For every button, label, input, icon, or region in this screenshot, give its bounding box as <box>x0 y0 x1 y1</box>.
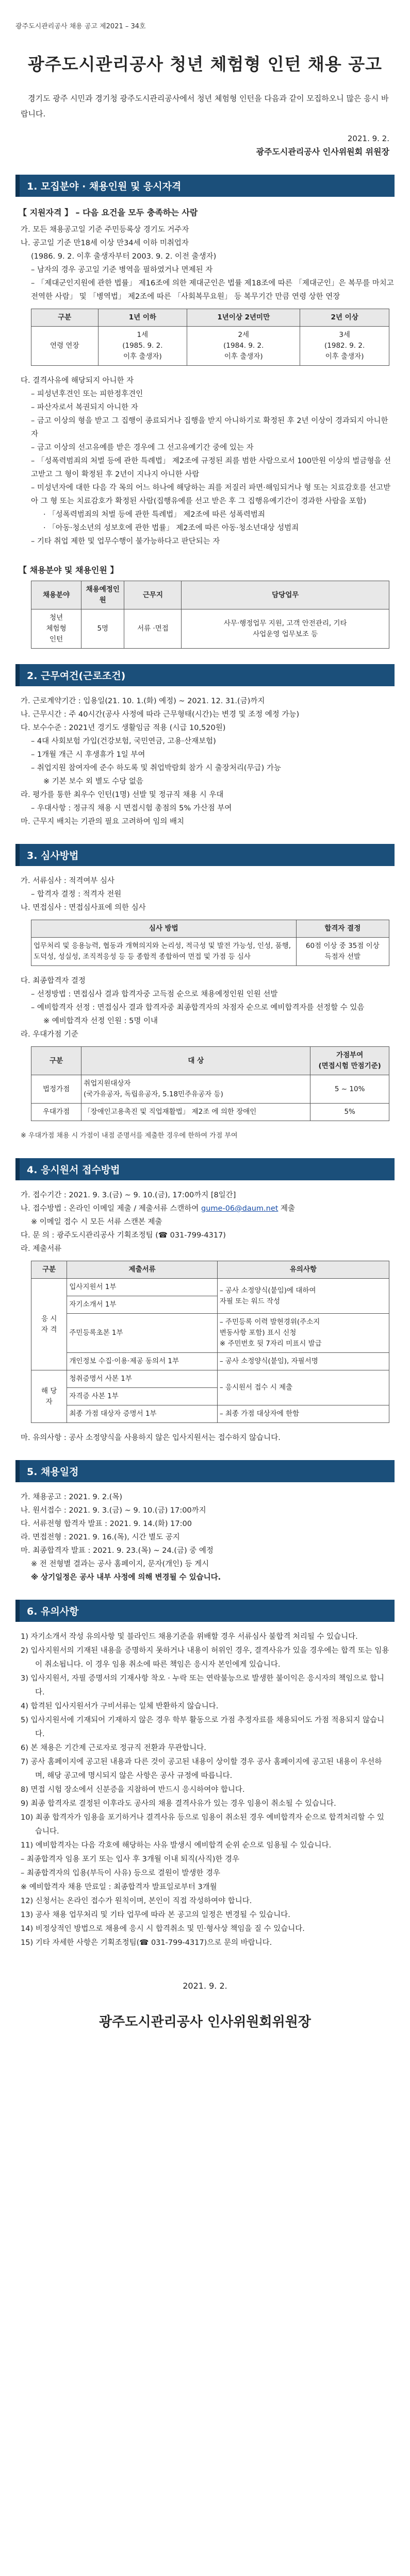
docs-cell: – 공사 소정양식(붙임), 자필서명 <box>217 1353 389 1370</box>
recruit-header: 채용분야 <box>31 581 81 609</box>
disqualify-subitem: · 「아동·청소년의 성보호에 관한 법률」 제2조에 따른 아동·청소년대상 성범죄 <box>43 524 299 532</box>
apply-line: 라. 제출서류 <box>21 1245 62 1253</box>
docs-cell: – 공사 소정양식(붙임)에 대하여 자필 또는 워드 작성 <box>217 1279 389 1314</box>
section-6-heading: 6. 유의사항 <box>15 1600 395 1622</box>
review-line: ※ 예비합격자 선정 인원 : 5명 이내 <box>43 1017 158 1025</box>
recruit-table-wrap <box>31 581 389 649</box>
age-cell: 3세 (1982. 9. 2. 이후 출생자) <box>300 327 389 366</box>
work-condition-line: 라. 평가를 통한 최우수 인턴(1명) 선발 및 정규직 채용 시 우대 <box>21 791 224 799</box>
recruit-cell: 청년 체험형 인턴 <box>31 609 81 649</box>
bonus-cell: 5 ~ 10% <box>310 1075 389 1104</box>
schedule-line: ※ 상기일정은 공사 내부 사정에 의해 변경될 수 있습니다. <box>31 1573 221 1582</box>
interview-cell: 60점 이상 중 35점 이상 득점자 선발 <box>296 938 389 966</box>
work-condition-line: – 우대사항 : 정규직 채용 시 면접시험 총점의 5% 가산점 부여 <box>31 804 232 812</box>
docs-cell: 입사지원서 1부 <box>67 1279 217 1296</box>
caution-item: 4) 합격된 입사지원서가 구비서류는 일체 반환하지 않습니다. <box>21 1702 219 1710</box>
section-5-heading: 5. 채용일정 <box>15 1460 395 1482</box>
work-condition-line: 나. 근무시간 : 주 40시간(공사 사정에 따라 근무형태(시간)는 변경 및 조정 예정 가능) <box>21 710 300 719</box>
schedule-line: ※ 전 전형별 결과는 공사 홈페이지, 문자(개인) 등 게시 <box>31 1560 209 1568</box>
age-extension-table <box>31 309 389 366</box>
caution-item: 3) 입사지원서, 자필 증명서의 기재사항 착오 · 누락 또는 연락불능으로 발생한 불이익은 응시자의 책임으로 합니다. <box>21 1674 384 1697</box>
recruit-cell: 사무·행정업무 지원, 고객 안전관리, 기타 사업운영 업무보조 등 <box>182 609 389 649</box>
docs-cell: – 최종 가점 대상자에 한함 <box>217 1405 389 1423</box>
notice-page <box>15 0 395 2030</box>
section-2-heading: 2. 근무여건(근로조건) <box>15 664 395 686</box>
interview-cell: 업무처리 및 응용능력, 협동과 개혁의지와 논리성, 적극성 및 발전 가능성, 인성, 품행, 도덕성, 성실성, 조직적응성 등 등 종합적 종합하여 면접 및 가점 등 심사 <box>31 938 297 966</box>
review-line: – 선정방법 : 면접심사 결과 합격자중 고득점 순으로 채용예정인원 인원 선발 <box>31 990 278 998</box>
review-line: 라. 우대가점 기준 <box>21 1030 78 1039</box>
disqualify-subitem: · 「성폭력범죄의 처벌 등에 관한 특례법」 제2조에 따른 성폭력범죄 <box>43 511 265 519</box>
docs-header: 유의사항 <box>217 1261 389 1279</box>
recruit-cell: 5명 <box>81 609 124 649</box>
schedule-line: 라. 면접전형 : 2021. 9. 16.(목), 시간 별도 공지 <box>21 1533 180 1541</box>
work-condition-line: 다. 보수수준 : 2021년 경기도 생활임금 적용 (시급 10,520원) <box>21 724 226 732</box>
disqualify-item: – 금고 이상의 선고유예를 받은 경우에 그 선고유예기간 중에 있는 자 <box>31 444 254 452</box>
age-header: 구분 <box>31 309 99 327</box>
recruit-header: 채용예정인원 <box>81 581 124 609</box>
recruit-cell: 서류 ·면접 <box>124 609 182 649</box>
age-extension-table-wrap <box>31 309 389 366</box>
apply-email-suffix: 제출 <box>278 1205 296 1213</box>
disqualify-item: – 기타 취업 제한 및 업무수행이 불가능하다고 판단되는 자 <box>31 537 220 546</box>
eligibility-na-3: – 「제대군인지원에 관한 법률」 제16조에 의한 제대군인은 법률 제18조에 따른 「제대군인」은 복무를 마치고 전역한 사람」 및 「병역법」 제2조에 따른 「사회복무요원」 등 복무기간 만큼 연령 상한 연장 <box>31 279 394 301</box>
caution-item: 6) 본 채용은 기간제 근로자로 정규직 전환과 무관합니다. <box>21 1744 206 1752</box>
interview-header: 심사 방법 <box>31 920 297 938</box>
caution-subitem: ※ 예비합격자 채용 만료일 : 최종합격자 발표일로부터 3개월 <box>21 1883 217 1891</box>
caution-item: 14) 비정상적인 방법으로 채용에 응시 시 합격취소 및 민·형사상 책임을 질 수 있습니다. <box>21 1925 305 1933</box>
caution-item: 2) 입사지원서의 기재된 내용을 증명하지 못하거나 내용이 허위인 경우, 결격사유가 있을 경우에는 합격 또는 임용이 취소됩니다. 이 경우 임용 취소에 따른 책임은 응시자 본인에게 있습니다. <box>21 1647 389 1669</box>
eligibility-na: 나. 공고일 기준 만18세 이상 만34세 이하 미취업자 <box>21 239 189 247</box>
bonus-header: 대 상 <box>81 1047 310 1075</box>
schedule-line: 가. 채용공고 : 2021. 9. 2.(목) <box>21 1493 123 1501</box>
caution-subitem: – 최종합격자의 입용(부득이 사유) 등으로 결원이 발생한 경우 <box>21 1869 220 1877</box>
apply-line: 다. 문 의 : 광주도시관리공사 기획조정팀 (☎ 031-799-4317) <box>21 1231 226 1240</box>
review-line: – 합격자 결정 : 적격자 전원 <box>31 890 122 899</box>
age-header: 2년 이상 <box>300 309 389 327</box>
footer-date: 2021. 9. 2. <box>183 1981 227 1991</box>
apply-note: 마. 유의사항 : 공사 소정양식을 사용하지 않은 입사지원서는 접수하지 않습니다. <box>21 1434 281 1442</box>
eligibility-na-1: (1986. 9. 2. 이후 출생자부터 2003. 9. 2. 이전 출생자) <box>31 252 217 261</box>
docs-cell: 주민등록초본 1부 <box>67 1314 217 1353</box>
age-row-label: 연령 연장 <box>31 327 99 366</box>
apply-line: ※ 이메일 접수 시 모든 서류 스캔본 제출 <box>31 1218 162 1226</box>
bonus-note: ※ 우대가점 채용 시 가점이 내점 준명서를 제출한 경우에 한하여 가점 부여 <box>21 1132 238 1140</box>
review-line: – 예비합격자 선정 : 면접심사 결과 합격자중 최종합격자의 차점자 순으로 예비합격자를 선정할 수 있음 <box>31 1004 365 1012</box>
docs-group: 응 시 자 격 <box>31 1279 67 1370</box>
bonus-header: 구분 <box>31 1047 81 1075</box>
caution-item: 7) 공사 홈페이지에 공고된 내용과 다른 것이 공고된 내용이 상이할 경우 공사 홈페이지에 공고된 내용이 우선하며, 해당 공고에 명시되지 않은 사항은 공사 규정에 따릅니다. <box>21 1758 382 1780</box>
caution-item: 13) 공사 채용 업무처리 및 기타 업무에 따라 본 공고의 일정은 변경될 수 있습니다. <box>21 1911 290 1919</box>
bonus-table-wrap <box>31 1046 389 1121</box>
docs-cell: 청취증명서 사본 1부 <box>67 1370 217 1388</box>
eligibility-da: 다. 결격사유에 해당되지 아니한 자 <box>21 377 134 385</box>
docs-cell: 개인정보 수집·이용·제공 동의서 1부 <box>67 1353 217 1370</box>
caution-item: 1) 자기소개서 작성 유의사항 및 블라인드 채용기준을 위배할 경우 서류심사 불합격 처리될 수 있습니다. <box>21 1633 358 1641</box>
apply-email-link[interactable]: gume-06@daum.net <box>201 1205 278 1213</box>
schedule-line: 다. 서류전형 합격자 발표 : 2021. 9. 14.(화) 17:00 <box>21 1520 192 1528</box>
work-condition-line: – 4대 사회보험 가입(건강보험, 국민연금, 고용·산재보험) <box>31 737 216 745</box>
caution-item: 5) 입사지원서에 기재되어 기재하지 않은 경우 학부 활동으로 가점 추정자료를 채용되어도 가점 적용되지 않습니다. <box>21 1716 385 1738</box>
review-line: 가. 서류심사 : 적격여부 심사 <box>21 877 115 885</box>
bonus-cell: 5% <box>310 1104 389 1121</box>
work-condition-line: ※ 기본 보수 외 별도 수당 없음 <box>43 777 143 786</box>
review-line: 나. 면접심사 : 면접심사표에 의한 심사 <box>21 904 146 912</box>
apply-line: 가. 접수기간 : 2021. 9. 3.(금) ~ 9. 10.(금), 17:00까지 [8일간] <box>21 1191 236 1199</box>
caution-item: 12) 신청서는 온라인 접수가 원칙이며, 본인이 직접 작성하여야 합니다. <box>21 1897 252 1905</box>
caution-subitem: – 최종합격자 임용 포기 또는 입사 후 3개월 이내 퇴직(사직)한 경우 <box>21 1855 240 1863</box>
apply-method-line <box>21 1202 395 1215</box>
docs-header: 구분 <box>31 1261 67 1279</box>
schedule-line: 나. 원서접수 : 2021. 9. 3.(금) ~ 9. 10.(금) 17:00까지 <box>21 1506 206 1515</box>
intro-text: 경기도 광주 시민과 경기청 광주도시관리공사에서 청년 체험형 인턴을 다음과 같이 모집하오니 많은 응시 바랍니다. <box>21 94 389 118</box>
disqualify-item: – 파산자로서 복권되지 아니한 자 <box>31 403 138 412</box>
docs-table-wrap <box>31 1261 389 1423</box>
bonus-cell: 취업지원대상자 (국가유공자, 독립유공자, 5.18민주유공자 등) <box>81 1075 310 1104</box>
apply-method-text: 나. 접수방법 : 온라인 이메일 제출 / 제출서류 스캔하여 <box>21 1205 202 1213</box>
bonus-cell: 법정가점 <box>31 1075 81 1104</box>
age-header: 1년이상 2년미만 <box>187 309 300 327</box>
footer-signature: 광주도시관리공사 인사위원회위원장 <box>99 2014 311 2030</box>
disqualify-item: – 「성폭력범죄의 처벌 등에 관한 특례법」 제2조에 규정된 죄를 범한 사람으로서 100만원 이상의 벌금형을 선고받고 그 형이 확정된 후 2년이 지나지 아니한 사람 <box>31 457 391 479</box>
page-title: 광주도시관리공사 청년 체험형 인턴 채용 공고 <box>27 54 383 74</box>
docs-table <box>31 1261 389 1423</box>
eligibility-ga: 가. 모든 채용공고일 기준 주민등록상 경기도 거주자 <box>21 226 189 234</box>
caution-item: 9) 최종 합격자로 결정된 이후라도 공사의 채용 결격사유가 있는 경우 임용이 취소될 수 있습니다. <box>21 1800 336 1808</box>
schedule-line: 마. 최종합격자 발표 : 2021. 9. 23.(목) ~ 24.(금) 중 예정 <box>21 1547 214 1555</box>
notice-date: 2021. 9. 2. <box>347 134 389 143</box>
recruit-header: 담당업무 <box>182 581 389 609</box>
docs-cell: 자기소개서 1부 <box>67 1296 217 1314</box>
docs-group: 해 당 자 <box>31 1370 67 1423</box>
docs-cell: – 주민등록 이력 발현경위(주소지 변동사항 포함) 표시 신청 ※ 주민번호 뒷 7자리 미표시 발급 <box>217 1314 389 1353</box>
eligibility-heading: 【 지원자격 】 – 다음 요건을 모두 충족하는 사람 <box>19 208 198 217</box>
age-cell: 1세 (1985. 9. 2. 이후 출생자) <box>98 327 187 366</box>
disqualify-item: – 피성년후견인 또는 피한정후견인 <box>31 390 143 398</box>
bonus-header: 가점부여 (면접시험 만점기준) <box>310 1047 389 1075</box>
eligibility-na-2: – 남자의 경우 공고일 기준 병역을 필하였거나 면제된 자 <box>31 266 213 274</box>
work-condition-line: – 1개월 개근 시 후생휴가 1일 부여 <box>31 751 145 759</box>
age-cell: 2세 (1984. 9. 2. 이후 출생자) <box>187 327 300 366</box>
recruit-header: 근무지 <box>124 581 182 609</box>
docs-header: 제출서류 <box>67 1261 217 1279</box>
bonus-table <box>31 1046 389 1121</box>
work-condition-line: – 취업지원 참여자에 준수 하도록 및 취업박람회 참가 시 출장처리(무급) 가능 <box>31 764 281 772</box>
notice-number: 광주도시관리공사 채용 공고 제2021 – 34호 <box>15 23 146 30</box>
caution-item: 15) 기타 자세한 사항은 기획조정팀(☎ 031-799-4317)으로 문의 바랍니다. <box>21 1939 272 1947</box>
docs-cell: 자격증 사본 1부 <box>67 1388 217 1405</box>
bonus-cell: 「장애인고용촉진 및 직업재활법」 제2조 에 의한 장애인 <box>81 1104 310 1121</box>
docs-cell: – 응시원서 접수 시 제출 <box>217 1370 389 1405</box>
caution-item: 10) 최종 합격자가 임용을 포기하거나 결격사유 등으로 임용이 취소된 경우 예비합격자 순으로 합격처리할 수 있습니다. <box>21 1814 384 1836</box>
section-3-heading: 3. 심사방법 <box>15 844 395 866</box>
age-header: 1년 이하 <box>98 309 187 327</box>
issuing-org: 광주도시관리공사 인사위원회 위원장 <box>256 147 389 157</box>
caution-item: 11) 예비합격자는 다음 각호에 해당하는 사유 발생시 예비합격 순위 순으로 임용될 수 있습니다. <box>21 1841 332 1850</box>
section-1-heading: 1. 모집분야 · 채용인원 및 응시자격 <box>15 175 395 197</box>
interview-header: 합격자 결정 <box>296 920 389 938</box>
interview-table <box>31 920 389 966</box>
work-condition-line: 가. 근로계약기간 : 입용일(21. 10. 1.(화) 예정) ~ 2021. 12. 31.(금)까지 <box>21 697 265 705</box>
review-line: 다. 최종합격자 결정 <box>21 977 86 985</box>
disqualify-item: – 금고 이상의 형을 받고 그 집행이 종료되거나 집행을 받지 아니하기로 확정된 후 2년 이상이 경과되지 아니한 자 <box>31 417 388 438</box>
interview-table-wrap <box>31 920 389 966</box>
bonus-cell: 우대가점 <box>31 1104 81 1121</box>
docs-cell: 최종 가점 대상자 증명서 1부 <box>67 1405 217 1423</box>
disqualify-item: – 미성년자에 대한 다음 각 목의 어느 하나에 해당하는 죄를 저질러 파면·해임되거나 형 또는 치료감호를 선고받아 그 형 또는 치료감호가 확정된 사람(집행유예를 선고 받은 후 그 집행유예기간이 경과한 사람을 포함) <box>31 484 391 505</box>
recruit-heading: 【 채용분야 및 채용인원 】 <box>19 565 119 575</box>
section-4-heading: 4. 응시원서 접수방법 <box>15 1158 395 1180</box>
work-condition-line: 마. 근무지 배치는 기관의 필요 고려하여 임의 배치 <box>21 818 185 826</box>
caution-item: 8) 면접 시험 장소에서 신분증을 지참하여 반드시 응시하여야 합니다. <box>21 1786 245 1794</box>
recruit-table <box>31 581 389 649</box>
